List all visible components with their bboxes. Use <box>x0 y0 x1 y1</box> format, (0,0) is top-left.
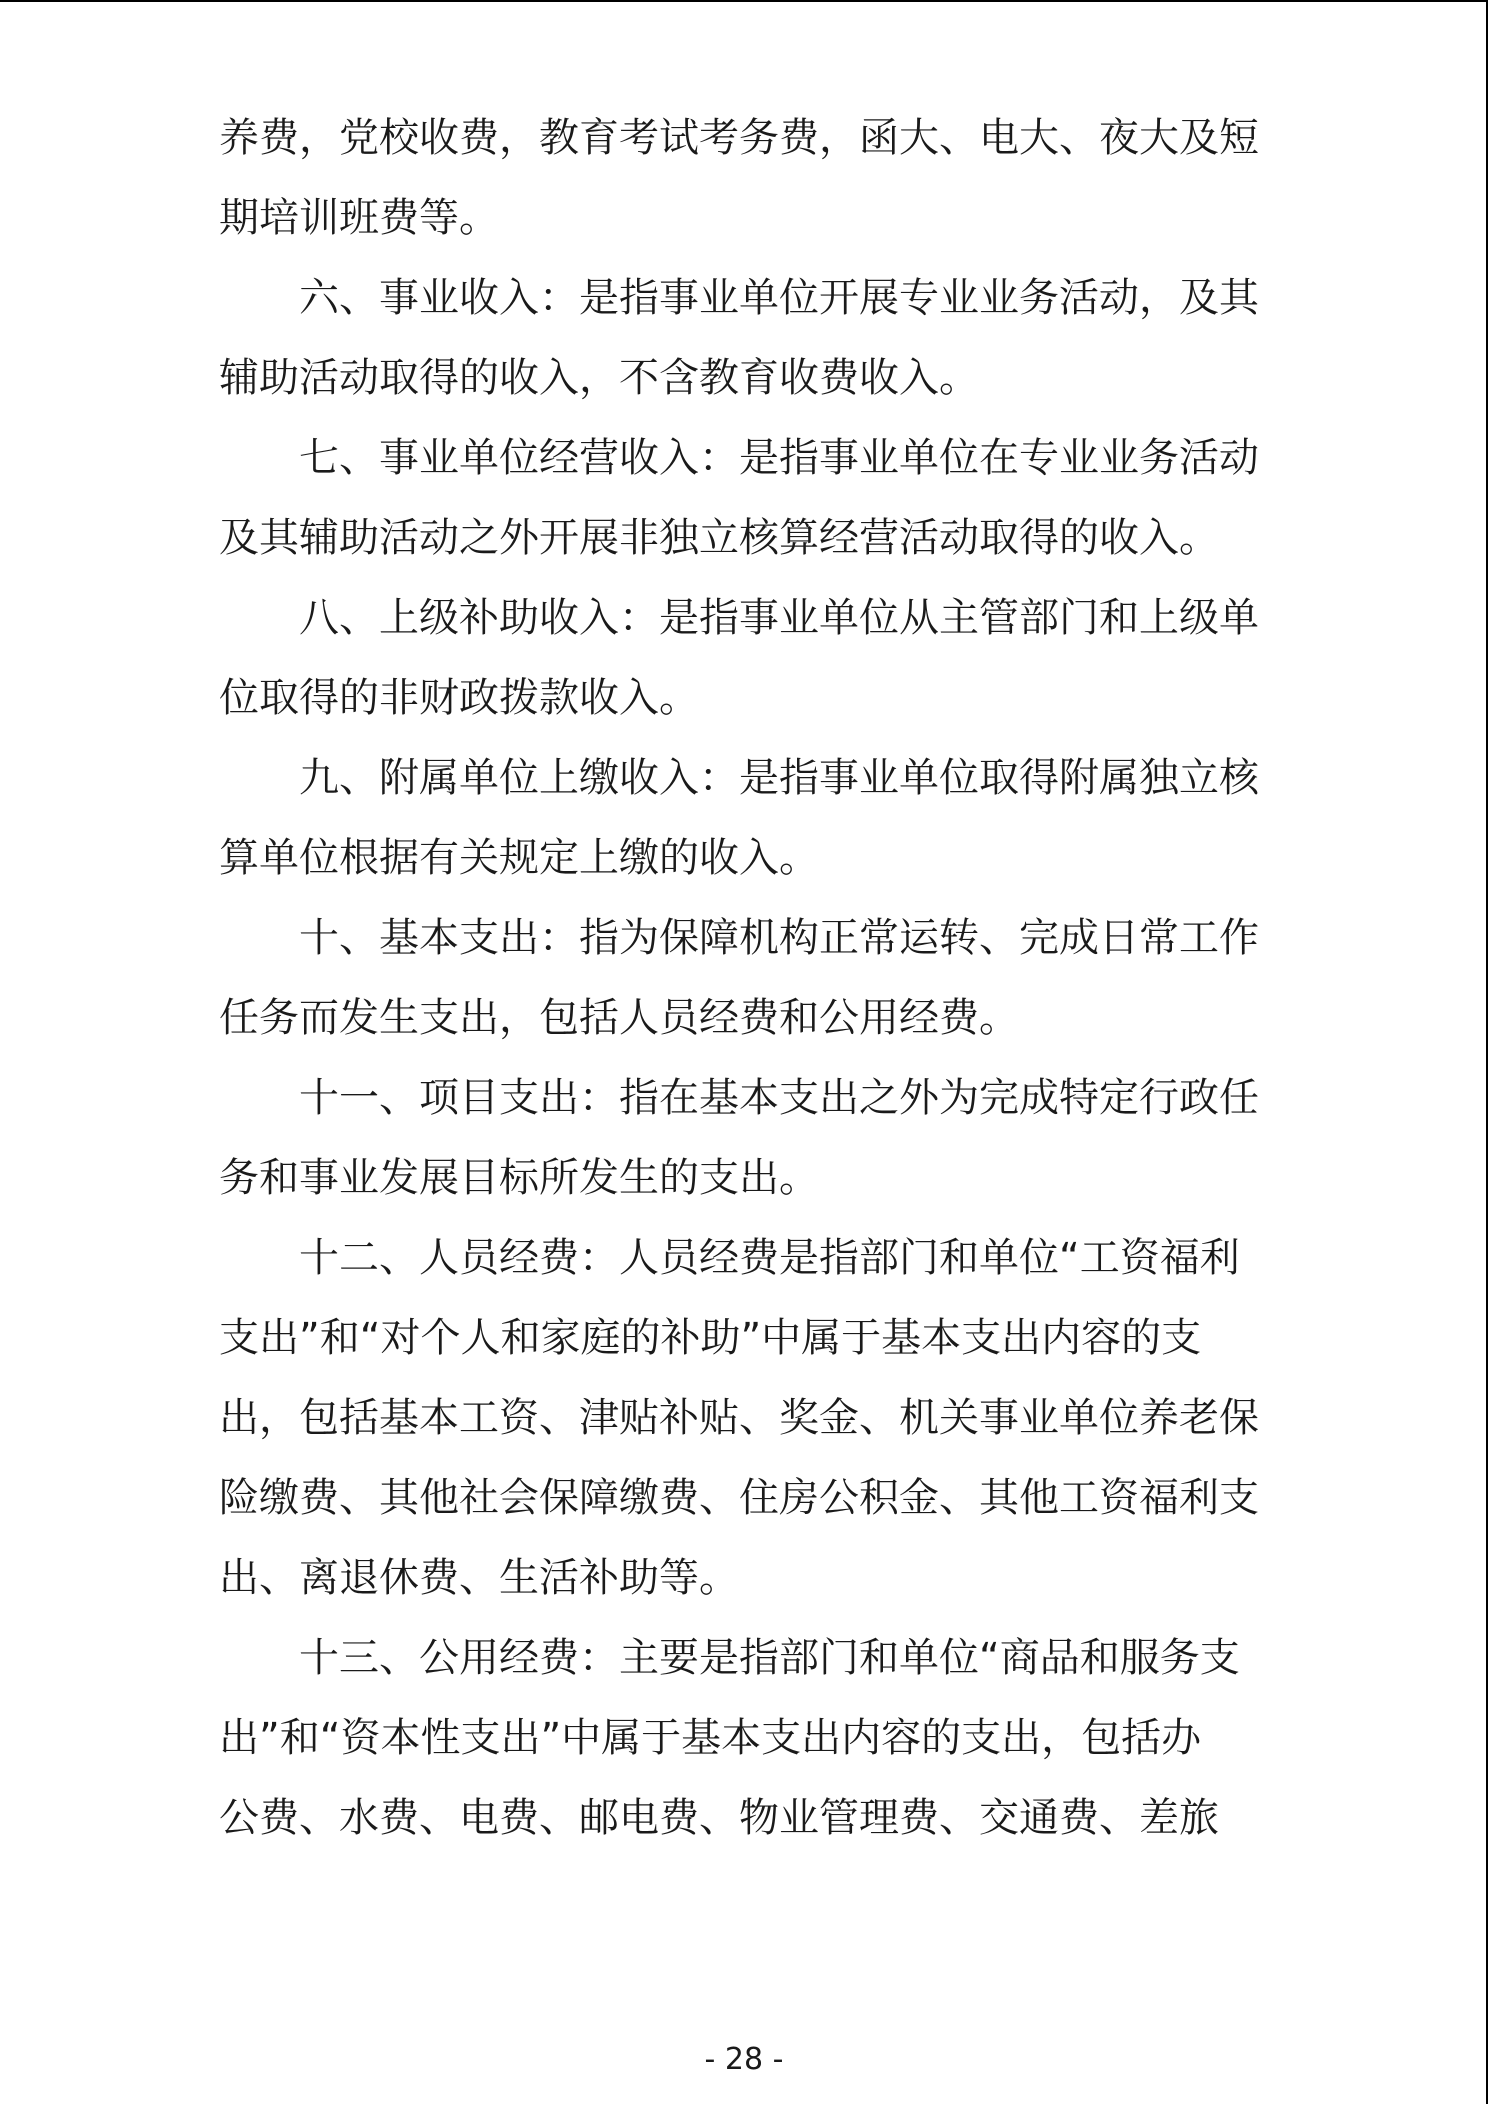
text-line: 险缴费、其他社会保障缴费、住房公积金、其他工资福利支 <box>219 1475 1259 1521</box>
text-line: 期培训班费等。 <box>219 195 499 241</box>
page-number: - 28 - <box>704 2042 784 2077</box>
text-line: 务和事业发展目标所发生的支出。 <box>219 1155 819 1201</box>
text-line: 位取得的非财政拨款收入。 <box>219 675 699 721</box>
document-body <box>219 98 1285 1858</box>
text-line: 任务而发生支出，包括人员经费和公用经费。 <box>219 995 1019 1041</box>
text-line: 支出”和“对个人和家庭的补助”中属于基本支出内容的支 <box>219 1315 1202 1361</box>
text-line: 十、基本支出：指为保障机构正常运转、完成日常工作 <box>299 915 1259 961</box>
text-line: 出，包括基本工资、津贴补贴、奖金、机关事业单位养老保 <box>219 1395 1259 1441</box>
text-line: 公费、水费、电费、邮电费、物业管理费、交通费、差旅 <box>219 1795 1219 1841</box>
text-line: 算单位根据有关规定上缴的收入。 <box>219 835 819 881</box>
text-line: 十一、项目支出：指在基本支出之外为完成特定行政任 <box>299 1075 1259 1121</box>
text-line: 及其辅助活动之外开展非独立核算经营活动取得的收入。 <box>219 515 1219 561</box>
text-line: 养费，党校收费，教育考试考务费，函大、电大、夜大及短 <box>219 115 1259 161</box>
text-line: 八、上级补助收入：是指事业单位从主管部门和上级单 <box>299 595 1259 641</box>
text-line: 十三、公用经费：主要是指部门和单位“商品和服务支 <box>299 1635 1240 1681</box>
text-line: 辅助活动取得的收入，不含教育收费收入。 <box>219 355 979 401</box>
text-line: 出、离退休费、生活补助等。 <box>219 1555 739 1601</box>
text-line: 六、事业收入：是指事业单位开展专业业务活动，及其 <box>299 275 1259 321</box>
text-line: 九、附属单位上缴收入：是指事业单位取得附属独立核 <box>299 755 1259 801</box>
text-line: 七、事业单位经营收入：是指事业单位在专业业务活动 <box>299 435 1259 481</box>
text-line: 十二、人员经费：人员经费是指部门和单位“工资福利 <box>299 1235 1240 1281</box>
text-line: 出”和“资本性支出”中属于基本支出内容的支出，包括办 <box>219 1715 1202 1761</box>
